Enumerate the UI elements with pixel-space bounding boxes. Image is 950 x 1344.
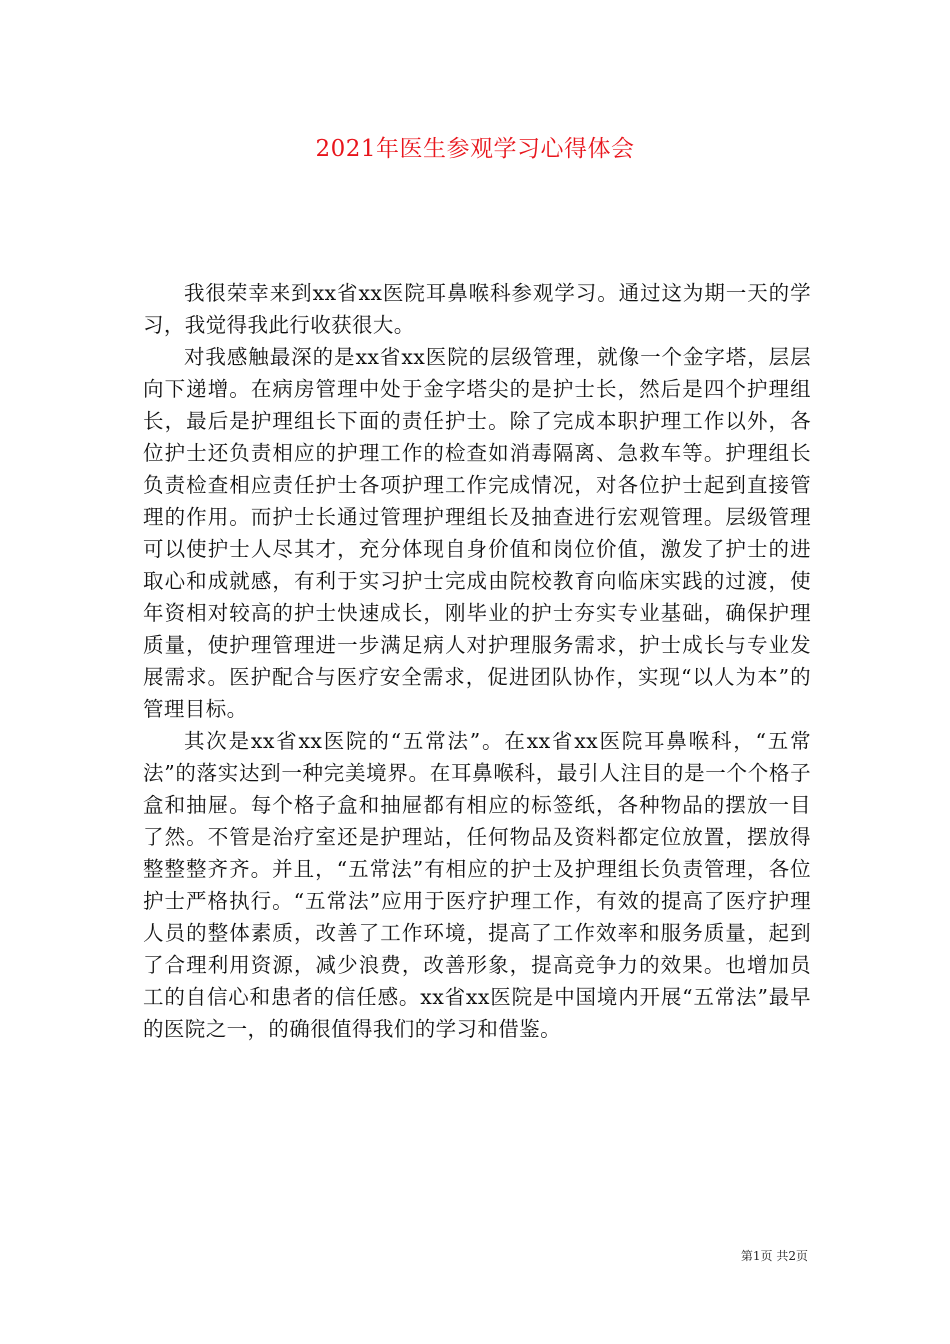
document-body	[143, 277, 811, 1045]
paragraph-five-constant-method: 其次是xx省xx医院的“五常法”。在xx省xx医院耳鼻喉科，“五常法”的落实达到一种完美境界。在耳鼻喉科，最引人注目的是一个个格子盒和抽屉。每个格子盒和抽屉都有相应的标签纸，各种物品的摆放一目了然。不管是治疗室还是护理站，任何物品及资料都定位放置，摆放得整整整齐齐。并且，“五常法”有相应的护士及护理组长负责管理，各位护士严格执行。“五常法”应用于医疗护理工作，有效的提高了医疗护理人员的整体素质，改善了工作环境，提高了工作效率和服务质量，起到了合理利用资源，减少浪费，改善形象，提高竞争力的效果。也增加员工的自信心和患者的信任感。xx省xx医院是中国境内开展“五常法”最早的医院之一，的确很值得我们的学习和借鉴。	[143, 729, 811, 1041]
paragraph-hierarchy-management: 对我感触最深的是xx省xx医院的层级管理，就像一个金字塔，层层向下递增。在病房管理中处于金字塔尖的是护士长，然后是四个护理组长，最后是护理组长下面的责任护士。除了完成本职护理工作以外，各位护士还负责相应的护理工作的检查如消毒隔离、急救车等。护理组长负责检查相应责任护士各项护理工作完成情况，对各位护士起到直接管理的作用。而护士长通过管理护理组长及抽查进行宏观管理。层级管理可以使护士人尽其才，充分体现自身价值和岗位价值，激发了护士的进取心和成就感，有利于实习护士完成由院校教育向临床实践的过渡，使年资相对较高的护士快速成长，刚毕业的护士夯实专业基础，确保护理质量，使护理管理进一步满足病人对护理服务需求，护士成长与专业发展需求。医护配合与医疗安全需求，促进团队协作，实现“以人为本”的管理目标。	[143, 345, 811, 721]
page-number-footer: 第1页 共2页	[740, 1249, 808, 1263]
paragraph-intro: 我很荣幸来到xx省xx医院耳鼻喉科参观学习。通过这为期一天的学习，我觉得我此行收获很大。	[143, 281, 811, 337]
document-title: 2021年医生参观学习心得体会	[315, 136, 635, 162]
